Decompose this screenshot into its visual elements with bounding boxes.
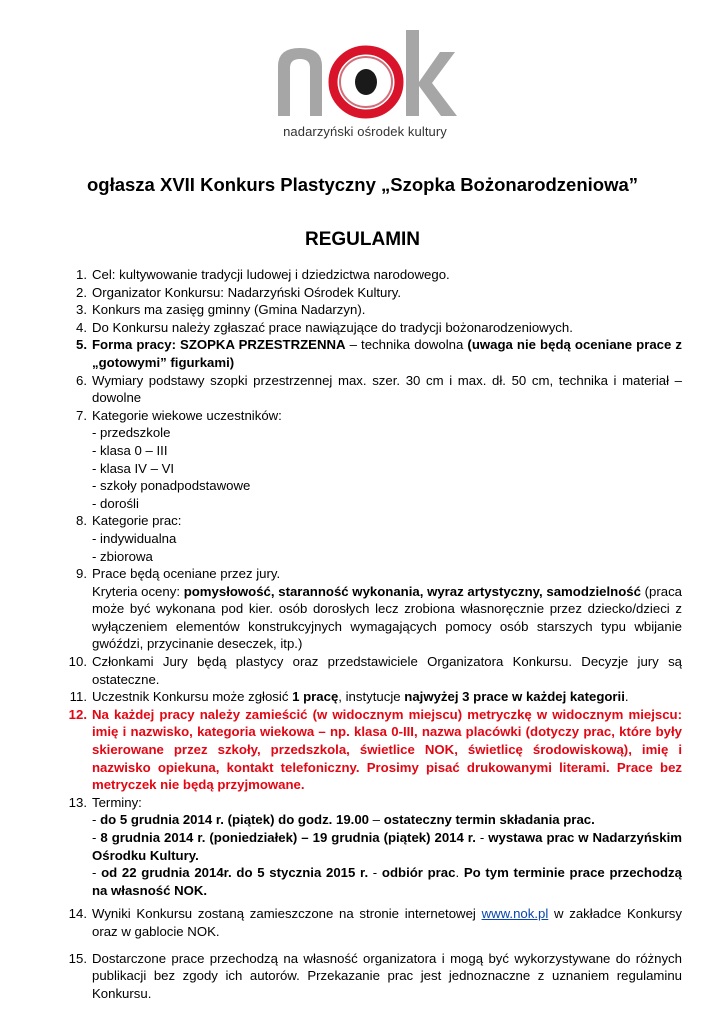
website-link[interactable]: www.nok.pl (481, 906, 549, 922)
rule-11 (62, 688, 682, 706)
list-item: - zbiorowa (92, 548, 153, 564)
list-item: - indywidualna (92, 530, 177, 546)
rule-number: 8. (76, 513, 87, 529)
dash: - (368, 865, 382, 881)
rule-15 (62, 950, 682, 1003)
deadline-pickup (92, 864, 682, 899)
rules-list (62, 266, 682, 1002)
rule-text (92, 794, 682, 900)
rule-text: Organizator Konkursu: Nadarzyński Ośrodek Kultury. (92, 284, 402, 300)
institution-limit: najwyżej 3 prace w każdej kategorii (404, 689, 625, 705)
list-item: - klasa IV – VI (92, 460, 175, 476)
rule-13 (62, 794, 682, 900)
deadline-exhibition (92, 829, 682, 864)
rule-5 (62, 336, 682, 371)
rule-text: Na każdej pracy należy zamieścić (w widocznym miejscu) metryczkę w widocznym miejscu: imię i nazwisko, kategoria wiekowa – np. klasa 0-III, nazwa placówki (dotyczy prac, które były skierowane przez szkoły, przedszkola, świetlice NOK, świetlicę środowiskową), imię i nazwisko opiekuna, kontakt telefoniczny. Prosimy pisać drukowanymi literami. Prace bez metryczek nie będą przyjmowane. (92, 706, 682, 793)
list-item: - dorośli (92, 495, 139, 511)
nok-logo-mark (270, 26, 460, 121)
rule-12 (62, 706, 682, 794)
text-part: . (624, 689, 629, 705)
deadlines-heading: Terminy: (92, 794, 142, 810)
age-categories-heading: Kategorie wiekowe uczestników: (92, 407, 282, 423)
announcement-subtitle: ogłasza XVII Konkurs Plastyczny „Szopka Bożonarodzeniowa” (86, 174, 639, 195)
individual-limit: 1 pracę (292, 689, 339, 705)
page-title: REGULAMIN (304, 229, 421, 250)
rule-text: Do Konkursu należy zgłaszać prace nawiązujące do tradycji bożonarodzeniowych. (92, 319, 573, 335)
rule-number: 15. (68, 950, 87, 966)
rule-number: 10. (68, 654, 87, 670)
text-part: Wyniki Konkursu zostaną zamieszczone na stronie internetowej (92, 906, 482, 922)
technique: – technika dowolna (345, 337, 468, 353)
dash: - (475, 830, 489, 845)
dash: - (92, 830, 101, 845)
criteria (92, 583, 682, 653)
dash: – (369, 812, 384, 828)
rule-number: 1. (76, 267, 87, 282)
rule-4 (62, 319, 682, 337)
rule-1 (62, 266, 682, 284)
work-form: Forma pracy: SZOPKA PRZESTRZENNA (92, 337, 346, 353)
event: odbiór prac (381, 865, 456, 881)
rule-text (92, 905, 682, 940)
date: do 5 grudnia 2014 r. (piątek) do godz. 19.00 (100, 812, 370, 828)
list-item: - klasa 0 – III (92, 442, 168, 458)
text-part: Uczestnik Konkursu może zgłosić (92, 689, 293, 705)
rule-text (92, 336, 682, 371)
rule-number: 14. (68, 906, 87, 922)
rule-number: 4. (76, 319, 87, 335)
rule-2 (62, 284, 682, 302)
text-part: w zakładce Konkursy oraz w gablocie NOK. (92, 906, 682, 939)
ownership-note: Po tym terminie prace przechodzą na własność NOK. (92, 865, 682, 898)
dash: - (92, 865, 102, 881)
date: od 22 grudnia 2014r. do 5 stycznia 2015 r. (101, 865, 369, 881)
rule-number: 13. (68, 794, 87, 810)
figurine-note: (uwaga nie będą oceniane prace z „gotowymi” figurkami) (92, 337, 682, 370)
rule-7 (62, 407, 682, 513)
rule-text: Członkami Jury będą plastycy oraz przedstawiciele Organizatora Konkursu. Decyzje jury są ostateczne. (92, 654, 682, 687)
rule-number: 9. (76, 566, 87, 582)
rule-number: 12. (68, 706, 87, 722)
rule-6 (62, 372, 682, 407)
event: ostateczny termin składania prac. (383, 812, 595, 828)
criteria-note: (praca może być wykonana pod kier. osób dorosłych lecz zrobiona własnoręcznie przez dziecko/dzieci z wyłączeniem elementów konstrukcyjnych wymagających pomocy osób starszych typu wbijanie gwóździ, przycinanie deseczek, itp.) (92, 583, 682, 652)
punct: . (455, 865, 464, 881)
nok-logo (270, 26, 460, 146)
rule-number: 11. (69, 689, 87, 705)
rule-text (92, 565, 682, 653)
deadline-submission (92, 811, 682, 829)
rule-text (92, 512, 682, 565)
rule-8 (62, 512, 682, 565)
rule-10 (62, 653, 682, 688)
rule-number: 7. (76, 407, 87, 423)
dash: - (92, 812, 101, 828)
rule-text: Cel: kultywowanie tradycji ludowej i dziedzictwa narodowego. (92, 267, 450, 282)
work-categories-heading: Kategorie prac: (92, 513, 182, 529)
logo-caption: nadarzyński ośrodek kultury (283, 124, 447, 139)
rule-text (92, 407, 682, 513)
criteria-label: Kryteria oceny: (92, 583, 184, 599)
list-item: - szkoły ponadpodstawowe (92, 478, 251, 494)
text-part: , instytucje (338, 689, 405, 705)
rule-text: Wymiary podstawy szopki przestrzennej max. szer. 30 cm i max. dł. 50 cm, technika i materiał – dowolne (92, 372, 682, 406)
date: 8 grudnia 2014 r. (poniedziałek) – 19 grudnia (piątek) 2014 r. (100, 830, 476, 845)
rule-9 (62, 565, 682, 653)
rule-text: Dostarczone prace przechodzą na własność organizatora i mogą być wykorzystywane do różnych publikacji bez zgody ich autorów. Przekazanie prac jest jednoznaczne z uznaniem regulaminu Konkursu. (92, 950, 682, 1001)
rule-text: Konkurs ma zasięg gminny (Gmina Nadarzyn). (92, 302, 366, 318)
jury-note: Prace będą oceniane przez jury. (92, 566, 281, 582)
criteria-list: pomysłowość, staranność wykonania, wyraz artystyczny, samodzielność (183, 583, 641, 599)
rule-number: 3. (76, 302, 87, 318)
list-item: - przedszkole (92, 425, 171, 441)
rule-text (92, 688, 682, 706)
rule-number: 5. (76, 337, 87, 353)
rule-number: 6. (76, 372, 87, 388)
rule-number: 2. (76, 284, 87, 300)
event: wystawa prac w Nadarzyńskim Ośrodku Kultury. (92, 830, 682, 863)
rule-14 (62, 905, 682, 940)
rule-3 (62, 301, 682, 319)
